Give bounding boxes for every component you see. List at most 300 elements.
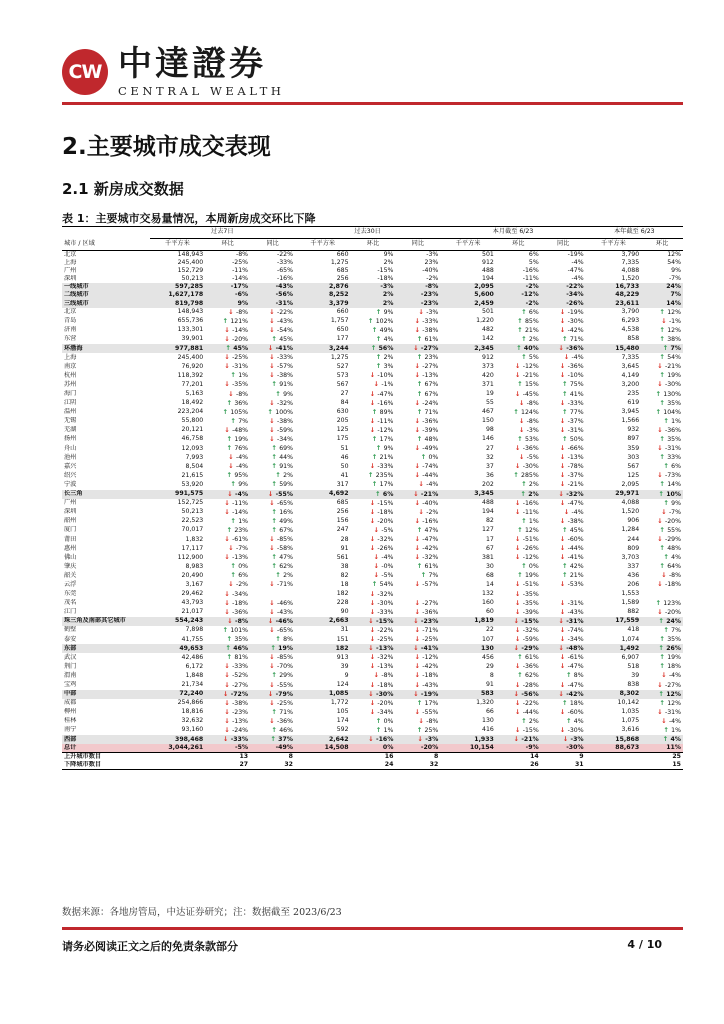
table-cell: [250, 471, 295, 480]
arrow-up-icon: ↑: [222, 407, 231, 416]
table-cell: [395, 283, 440, 291]
table-cell: [440, 462, 496, 471]
cell-value: -11%: [522, 275, 539, 283]
column-header: 同比: [250, 239, 295, 251]
cell-value: 20,121: [181, 426, 204, 434]
table-cell: [541, 635, 586, 644]
table-cell: [250, 726, 295, 735]
table-cell: [205, 335, 250, 344]
arrow-down-icon: ↓: [224, 498, 233, 507]
cell-value: 2%: [528, 717, 539, 725]
group-header: 本年截至 6/23: [586, 227, 683, 239]
table-cell: [150, 399, 206, 408]
table-cell: [295, 380, 351, 389]
table-cell: [205, 344, 250, 353]
table-cell: [496, 380, 541, 389]
arrow-down-icon: ↓: [418, 480, 427, 489]
table-cell: [641, 283, 683, 291]
cell-value: 21%: [524, 326, 539, 334]
cell-value: 82: [340, 571, 349, 579]
arrow-up-icon: ↑: [521, 716, 529, 725]
subtotal-row: [62, 617, 683, 626]
arrow-up-icon: ↑: [375, 307, 384, 316]
arrow-down-icon: ↓: [559, 680, 568, 689]
arrow-down-icon: ↓: [559, 398, 568, 407]
cell-value: 285%: [521, 472, 539, 480]
cell-value: -4%: [571, 275, 584, 283]
cell-value: -11%: [232, 267, 249, 275]
table-cell: [295, 408, 351, 417]
region-name: 三线城市: [62, 300, 150, 308]
table-cell: [496, 291, 541, 299]
table-cell: [351, 283, 396, 291]
table-cell: [641, 291, 683, 299]
table-cell: [586, 308, 642, 317]
table-cell: [351, 435, 396, 444]
table-cell: [395, 526, 440, 535]
arrow-up-icon: ↑: [520, 489, 529, 498]
table-cell: [351, 580, 396, 589]
table-cell: [395, 562, 440, 571]
table-cell: [440, 275, 496, 283]
cell-value: -61%: [232, 536, 249, 543]
cell-value: 47%: [279, 554, 293, 562]
table-cell: [205, 399, 250, 408]
cell-value: 70,017: [181, 526, 204, 534]
cell-value: -38%: [422, 326, 439, 334]
table-cell: [586, 300, 642, 308]
cell-value: 317: [336, 480, 349, 488]
table-cell: [295, 300, 351, 308]
cell-value: -33%: [377, 463, 394, 471]
arrow-down-icon: ↓: [558, 644, 567, 653]
cell-value: 54%: [667, 354, 681, 362]
arrow-down-icon: ↓: [515, 371, 523, 380]
table-cell: [641, 708, 683, 717]
table-cell: [205, 499, 250, 508]
table-cell: [205, 444, 250, 453]
cell-value: 35%: [234, 636, 249, 644]
arrow-down-icon: ↓: [657, 680, 665, 689]
table-cell: [205, 662, 250, 671]
cell-value: 182: [335, 644, 349, 652]
table-cell: [295, 426, 351, 435]
table-cell: [586, 326, 642, 335]
arrow-down-icon: ↓: [224, 716, 233, 725]
table-cell: [586, 371, 642, 380]
cell-value: -35%: [522, 599, 539, 607]
table-cell: [496, 608, 541, 617]
table-cell: [586, 471, 642, 480]
region-name: 云浮: [64, 580, 77, 588]
cell-value: 12%: [667, 251, 681, 258]
arrow-down-icon: ↓: [414, 680, 423, 689]
arrow-up-icon: ↑: [659, 434, 668, 443]
cell-value: -47%: [567, 267, 584, 275]
table-cell: [586, 275, 642, 283]
cell-value: 906: [627, 517, 640, 525]
arrow-up-icon: ↑: [375, 334, 384, 343]
table-cell: [150, 380, 206, 389]
table-row: [62, 317, 683, 326]
table-cell: [250, 599, 295, 608]
table-cell: [395, 417, 440, 426]
cell-value: -27%: [422, 599, 439, 607]
table-cell: [351, 635, 396, 644]
cell-value: -44%: [522, 708, 539, 716]
table-row: [62, 335, 683, 344]
arrow-down-icon: ↓: [224, 380, 233, 389]
table-cell: [250, 744, 295, 753]
table-cell: [351, 690, 396, 699]
cell-value: 7,993: [185, 453, 204, 461]
table-cell: [586, 735, 642, 744]
cell-value: 175: [336, 435, 349, 443]
table-cell: [205, 371, 250, 380]
region-name: 惠州: [64, 544, 77, 552]
table-cell: [541, 380, 586, 389]
cell-value: 14%: [666, 299, 681, 307]
region-name: 茂名: [64, 599, 77, 607]
arrow-up-icon: ↑: [517, 653, 525, 662]
table-cell: [641, 499, 683, 508]
arrow-down-icon: ↓: [657, 471, 665, 480]
arrow-down-icon: ↓: [559, 516, 568, 525]
arrow-down-icon: ↓: [413, 689, 421, 698]
cell-value: 10%: [666, 490, 681, 498]
cell-value: -51%: [522, 536, 539, 543]
cell-value: 1,520: [621, 275, 640, 283]
arrow-up-icon: ↑: [271, 462, 280, 471]
table-cell: [641, 480, 683, 489]
table-cell: [641, 462, 683, 471]
cell-value: -43%: [276, 317, 293, 325]
table-cell: [205, 690, 250, 699]
cell-value: -4%: [668, 672, 681, 680]
cell-value: -32%: [377, 536, 394, 543]
table-cell: [541, 480, 586, 489]
arrow-up-icon: ↑: [659, 371, 668, 380]
table-row: [62, 562, 683, 571]
subtotal-row: [62, 344, 683, 353]
cell-value: 254,866: [177, 699, 204, 707]
cell-value: -20%: [232, 335, 249, 343]
table-cell: [641, 571, 683, 580]
cell-value: 112,900: [177, 553, 204, 561]
cell-value: 337: [627, 562, 640, 570]
cell-value: -8%: [236, 390, 249, 398]
cell-value: -60%: [567, 708, 584, 716]
cell-value: 35%: [667, 636, 681, 644]
cell-value: 146: [482, 435, 494, 443]
cell-value: -26%: [377, 545, 394, 553]
cell-value: 21%: [569, 572, 584, 580]
cell-value: 1,284: [621, 526, 640, 534]
cell-value: 46,758: [181, 435, 204, 443]
table-cell: [250, 371, 295, 380]
table-cell: [351, 300, 396, 308]
table-cell: [250, 417, 295, 426]
region-name: 韶关: [64, 571, 77, 579]
table-cell: [541, 435, 586, 444]
table-cell: [250, 761, 295, 770]
cell-value: -46%: [276, 599, 293, 607]
cell-value: -73%: [665, 472, 681, 480]
cell-value: 37%: [278, 736, 293, 744]
cell-value: 16%: [279, 508, 293, 516]
cell-value: 398,468: [175, 735, 204, 743]
cell-value: 303: [627, 453, 640, 461]
cell-value: 913: [336, 653, 349, 661]
table-cell: [395, 571, 440, 580]
table-cell: [205, 453, 250, 462]
table-cell: [250, 617, 295, 626]
cell-value: -34%: [567, 636, 584, 644]
table-cell: [541, 553, 586, 562]
cell-value: 88,673: [615, 744, 640, 752]
cell-value: -3%: [526, 426, 539, 434]
arrow-down-icon: ↓: [227, 616, 235, 625]
cell-value: 592: [336, 726, 349, 734]
region-name: 嘉兴: [64, 462, 77, 470]
arrow-down-icon: ↓: [515, 707, 523, 716]
table-cell: [150, 308, 206, 317]
arrow-down-icon: ↓: [657, 425, 665, 434]
cell-value: -40%: [422, 499, 439, 507]
cell-value: 467: [482, 408, 494, 416]
cell-value: 100%: [275, 408, 293, 416]
arrow-up-icon: ↑: [230, 571, 239, 580]
cell-value: 2,095: [474, 283, 494, 291]
table-cell: [295, 699, 351, 708]
cell-value: 14: [485, 580, 494, 588]
cell-value: -7%: [668, 508, 681, 516]
table-cell: [351, 480, 396, 489]
table-cell: [496, 480, 541, 489]
cell-value: -8%: [425, 283, 439, 291]
cell-value: 9: [344, 671, 349, 679]
logo-chinese-name: 中達證券: [118, 44, 266, 84]
region-name: 上海: [64, 353, 77, 361]
cell-value: -13%: [422, 372, 439, 380]
table-cell: [395, 690, 440, 699]
table-cell: [150, 267, 206, 275]
arrow-down-icon: ↓: [369, 598, 378, 607]
table-cell: [150, 761, 206, 770]
table-cell: [150, 490, 206, 499]
table-cell: [440, 353, 496, 362]
cell-value: -33%: [422, 317, 439, 325]
table-cell: [150, 735, 206, 744]
arrow-up-icon: ↑: [370, 344, 379, 353]
table-cell: [250, 517, 295, 526]
table-row: [62, 653, 683, 662]
cell-value: 223,204: [177, 408, 204, 416]
section-title: 2.主要城市成交表现: [62, 134, 271, 160]
cell-value: 8,504: [185, 462, 204, 470]
arrow-up-icon: ↑: [516, 344, 524, 353]
table-cell: [541, 490, 586, 499]
table-cell: [586, 426, 642, 435]
arrow-up-icon: ↑: [562, 407, 570, 416]
table-cell: [496, 662, 541, 671]
cell-value: -23%: [420, 299, 439, 307]
arrow-down-icon: ↓: [518, 416, 527, 425]
cell-value: -38%: [276, 372, 293, 380]
table-cell: [395, 635, 440, 644]
cell-value: 897: [627, 435, 640, 443]
cell-value: -36%: [422, 417, 439, 425]
arrow-down-icon: ↓: [414, 635, 423, 644]
cell-value: 15,480: [615, 344, 640, 352]
arrow-down-icon: ↓: [515, 544, 523, 553]
arrow-up-icon: ↑: [375, 353, 384, 362]
table-cell: [351, 571, 396, 580]
table-cell: [586, 708, 642, 717]
cell-value: -19%: [420, 690, 439, 698]
cell-value: 37: [485, 462, 494, 470]
arrow-down-icon: ↓: [515, 589, 523, 598]
table-cell: [351, 599, 396, 608]
cell-value: 194: [482, 508, 494, 516]
cell-value: 14%: [667, 481, 681, 489]
table-cell: [150, 744, 206, 753]
arrow-down-icon: ↓: [224, 607, 233, 616]
cell-value: 29%: [279, 672, 293, 680]
table-cell: [496, 471, 541, 480]
cell-value: -20%: [377, 699, 394, 707]
table-cell: [440, 544, 496, 553]
cell-value: 245,400: [177, 259, 204, 267]
arrow-down-icon: ↓: [369, 462, 378, 471]
table-cell: [541, 608, 586, 617]
arrow-up-icon: ↑: [416, 725, 425, 734]
table-cell: [586, 380, 642, 389]
cell-value: -8%: [236, 308, 249, 316]
table-row: [62, 717, 683, 726]
cell-value: 27: [340, 390, 349, 397]
cell-value: -37%: [567, 472, 584, 480]
table-header-groups: [62, 227, 683, 239]
cell-value: 23%: [234, 526, 249, 534]
cell-value: 55%: [667, 526, 681, 534]
table-cell: [641, 335, 683, 344]
region-name: 渭南: [64, 671, 77, 679]
arrow-up-icon: ↑: [517, 316, 525, 325]
cell-value: 8: [433, 753, 439, 761]
table-cell: [250, 490, 295, 499]
table-cell: [541, 471, 586, 480]
arrow-down-icon: ↓: [513, 616, 522, 625]
cell-value: -36%: [276, 717, 293, 725]
table-cell: [641, 362, 683, 371]
table-cell: [641, 717, 683, 726]
arrow-down-icon: ↓: [369, 389, 378, 398]
table-cell: [351, 408, 396, 417]
table-cell: [351, 453, 396, 462]
arrow-up-icon: ↑: [659, 562, 668, 571]
table-cell: [205, 653, 250, 662]
table-cell: [351, 259, 396, 267]
arrow-down-icon: ↓: [559, 462, 568, 471]
cell-value: -33%: [230, 736, 249, 744]
table-cell: [395, 717, 440, 726]
cell-value: 90: [340, 608, 349, 616]
table-cell: [351, 608, 396, 617]
table-cell: [541, 761, 586, 770]
table-cell: [395, 608, 440, 617]
region-name: 二线城市: [62, 291, 150, 299]
cell-value: 31: [340, 626, 349, 634]
table-cell: [295, 761, 351, 770]
cell-value: -12%: [522, 554, 539, 562]
cell-value: -33%: [276, 259, 293, 267]
table-row: [62, 599, 683, 608]
region-name: 一线城市: [62, 283, 150, 291]
table-row: [62, 435, 683, 444]
table-cell: [395, 251, 440, 260]
table-cell: [150, 717, 206, 726]
arrow-up-icon: ↑: [517, 671, 525, 680]
cell-value: 6,907: [621, 653, 640, 661]
cell-value: -6%: [235, 291, 249, 299]
cell-value: 655,736: [177, 317, 204, 325]
arrow-up-icon: ↑: [513, 407, 522, 416]
table-cell: [541, 735, 586, 744]
table-cell: [641, 517, 683, 526]
column-header: 千平方米: [440, 239, 496, 251]
table-cell: [541, 671, 586, 680]
table-cell: [496, 399, 541, 408]
table-row: [62, 726, 683, 735]
table-cell: [250, 267, 295, 275]
cell-value: -44%: [567, 545, 584, 553]
arrow-up-icon: ↑: [375, 362, 384, 371]
table-cell: [641, 259, 683, 267]
cell-value: -13%: [377, 663, 394, 671]
cell-value: 44%: [279, 454, 293, 462]
cell-value: -57%: [422, 581, 439, 589]
arrow-down-icon: ↓: [414, 471, 423, 480]
cell-value: 68: [485, 571, 494, 579]
arrow-up-icon: ↑: [416, 525, 425, 534]
cell-value: -49%: [422, 445, 439, 453]
cell-value: -15%: [521, 617, 539, 625]
cell-value: -37%: [567, 417, 584, 425]
table-cell: [395, 553, 440, 562]
cell-value: 127: [482, 526, 494, 534]
arrow-up-icon: ↑: [271, 334, 280, 343]
arrow-down-icon: ↓: [515, 607, 523, 616]
table-cell: [250, 553, 295, 562]
table-cell: [395, 626, 440, 635]
cell-value: -21%: [521, 736, 539, 744]
arrow-up-icon: ↑: [566, 716, 574, 725]
region-name: 鹤壁: [64, 626, 77, 634]
cell-value: -33%: [377, 608, 394, 616]
subtotal-row: [62, 283, 683, 291]
arrow-down-icon: ↓: [369, 507, 378, 516]
table-cell: [440, 608, 496, 617]
cell-value: 69%: [279, 445, 293, 453]
table-cell: [205, 251, 250, 260]
cell-value: 47%: [424, 526, 439, 534]
table-cell: [250, 626, 295, 635]
cell-value: 15%: [524, 381, 539, 389]
cell-value: -5%: [235, 744, 249, 752]
cell-value: 36: [485, 471, 494, 479]
arrow-down-icon: ↓: [414, 444, 423, 453]
